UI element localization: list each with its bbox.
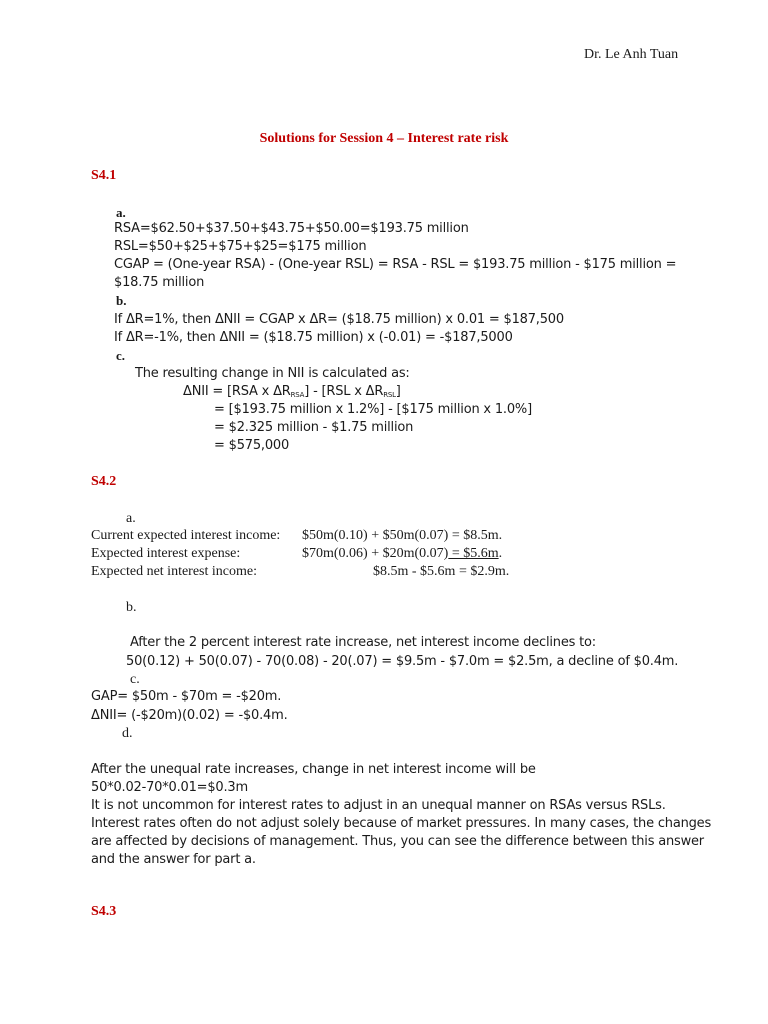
s42-part-d-label: d. bbox=[122, 726, 133, 741]
section-heading-s4-3: S4.3 bbox=[91, 904, 117, 919]
s42-b-text: After the 2 percent interest rate increase, net interest income declines to: bbox=[130, 635, 596, 650]
s42-b-calc: 50(0.12) + 50(0.07) - 70(0.08) - 20(.07) = $9.5m - $7.0m = $2.5m, a decline of $0.4m. bbox=[126, 654, 679, 669]
s42-part-b-label: b. bbox=[126, 600, 137, 615]
s42-net-value: $8.5m - $5.6m = $2.9m. bbox=[373, 564, 510, 579]
s42-delta-nii: ΔNII= (-$20m)(0.02) = -$0.4m. bbox=[91, 708, 288, 723]
s41-c-equation-3: = $2.325 million - $1.75 million bbox=[214, 420, 414, 435]
c-eq1-subscript-rsl: RSL bbox=[383, 391, 396, 399]
s42-gap: GAP= $50m - $70m = -$20m. bbox=[91, 689, 282, 704]
s42-d-line2: 50*0.02-70*0.01=$0.3m bbox=[91, 780, 248, 795]
s42-expense-label: Expected interest expense: bbox=[91, 546, 241, 561]
s41-c-equation-2: = [$193.75 million x 1.2%] - [$175 million x 1.0%] bbox=[214, 402, 532, 417]
s42-d-line6: and the answer for part a. bbox=[91, 852, 256, 867]
expense-calc: $70m(0.06) + $20m(0.07) bbox=[302, 546, 449, 561]
s42-d-line1: After the unequal rate increases, change in net interest income will be bbox=[91, 762, 536, 777]
s42-part-a-label: a. bbox=[126, 511, 136, 526]
s41-c-intro: The resulting change in NII is calculated as: bbox=[135, 366, 410, 381]
s42-income-value: $50m(0.10) + $50m(0.07) = $8.5m. bbox=[302, 528, 503, 543]
c-eq1-part-a: ΔNII = [RSA x ΔR bbox=[183, 384, 291, 399]
s41-part-b-label: b. bbox=[116, 293, 127, 308]
s42-expense-value bbox=[302, 545, 502, 563]
document-title: Solutions for Session 4 – Interest rate risk bbox=[259, 131, 509, 146]
s42-d-line4: Interest rates often do not adjust solely because of market pressures. In many cases, the changes bbox=[91, 816, 712, 831]
s42-income-label: Current expected interest income: bbox=[91, 528, 281, 543]
s41-part-c-label: c. bbox=[116, 348, 126, 363]
s41-part-a-label: a. bbox=[116, 205, 126, 220]
s41-b-line1: If ΔR=1%, then ΔNII = CGAP x ΔR= ($18.75 million) x 0.01 = $187,500 bbox=[114, 312, 564, 327]
expense-result: = $5.6m bbox=[448, 546, 499, 561]
s41-rsl: RSL=$50+$25+$75+$25=$175 million bbox=[114, 239, 367, 254]
s42-part-c-label: c. bbox=[130, 672, 140, 687]
s41-rsa: RSA=$62.50+$37.50+$43.75+$50.00=$193.75 million bbox=[114, 221, 469, 236]
s41-cgap-line1: CGAP = (One-year RSA) - (One-year RSL) = RSA - RSL = $193.75 million - $175 million = bbox=[114, 257, 677, 272]
s41-c-equation-4: = $575,000 bbox=[214, 438, 290, 453]
s41-b-line2: If ΔR=-1%, then ΔNII = ($18.75 million) x (-0.01) = -$187,5000 bbox=[114, 330, 513, 345]
s41-cgap-line2: $18.75 million bbox=[114, 275, 205, 290]
c-eq1-part-c: ] bbox=[395, 384, 401, 399]
section-heading-s4-2: S4.2 bbox=[91, 474, 117, 489]
s42-net-label: Expected net interest income: bbox=[91, 564, 257, 579]
s42-d-line5: are affected by decisions of management. Thus, you can see the difference between this answer bbox=[91, 834, 704, 849]
author-header: Dr. Le Anh Tuan bbox=[584, 47, 679, 62]
section-heading-s4-1: S4.1 bbox=[91, 168, 117, 183]
s42-d-line3: It is not uncommon for interest rates to adjust in an unequal manner on RSAs versus RSLs. bbox=[91, 798, 666, 813]
c-eq1-part-b: ] - [RSL x ΔR bbox=[304, 384, 384, 399]
c-eq1-subscript-rsa: RSA bbox=[290, 391, 305, 399]
expense-end: . bbox=[498, 546, 503, 561]
